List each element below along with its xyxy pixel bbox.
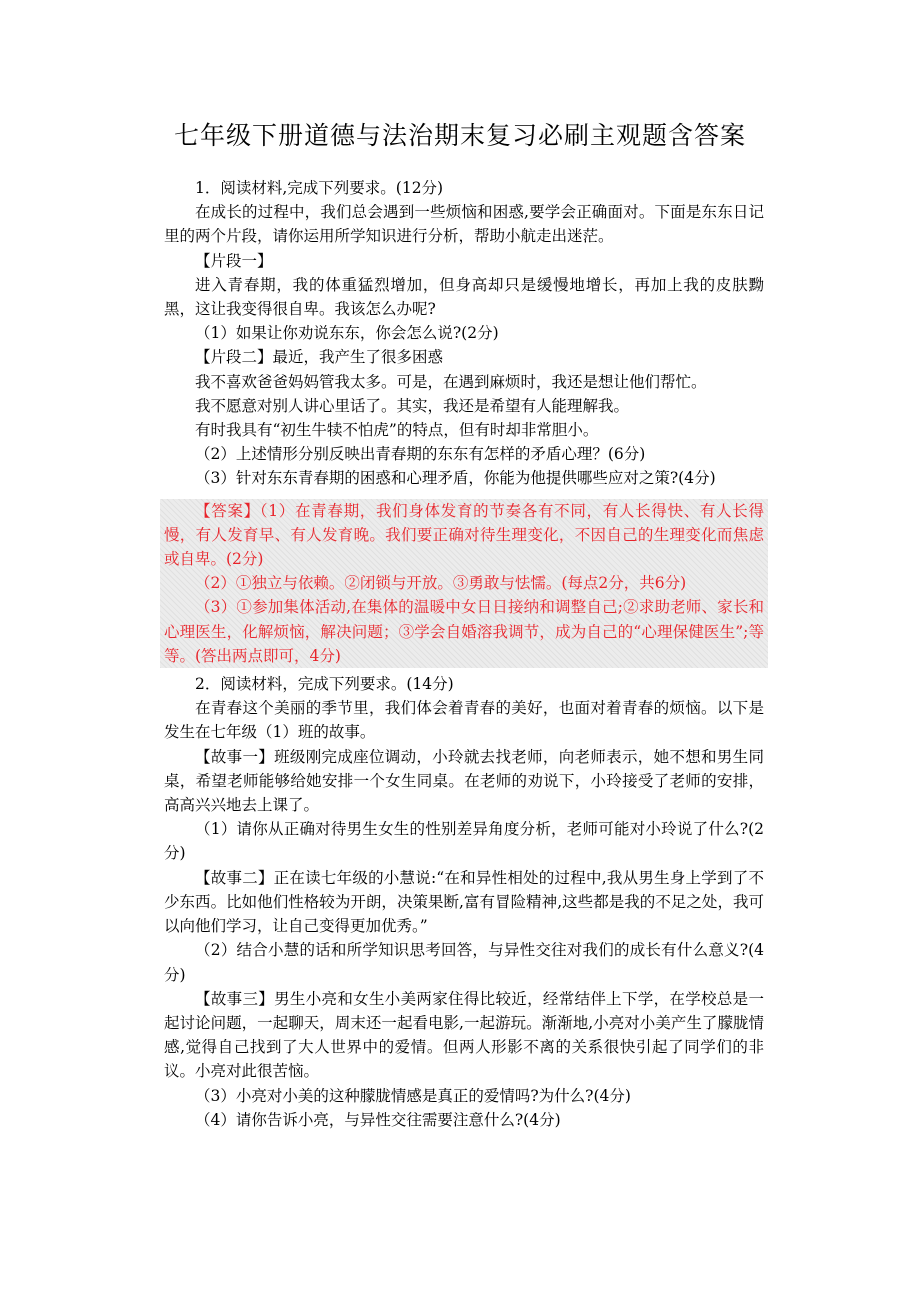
q1-segment2-line3: 有时我具有“初生牛犊不怕虎”的特点，但有时却非常胆小。 (195, 421, 599, 440)
q2-paragraph: 在青春这个美丽的季节里，我们体会着青春的美好，也面对着青春的烦恼。以下是发生在七年级（1）班的故事。 (164, 699, 764, 742)
q2-subquestion-3: （3）小亮对小美的这种朦胧情感是真正的爱情吗?为什么?(4分) (195, 1086, 631, 1105)
q1-segment1-label: 【片段一】 (195, 251, 273, 270)
q1-subquestion-2: （2）上述情形分别反映出青春期的东东有怎样的矛盾心理？(6分) (195, 445, 646, 464)
answer-3: （3）①参加集体活动,在集体的温暖中女日日接纳和调整自己;②求助老师、家长和心理医生，化解烦恼，解决问题；③学会自婚溶我调节，成为自己的“心理保健医生”;等等。(答出两点即可，4分) (164, 598, 764, 665)
q1-subquestion-3: （3）针对东东青春期的困惑和心理矛盾，你能为他提供哪些应对之策?(4分) (195, 469, 716, 488)
q2-intro: 2．阅读材料，完成下列要求。(14分) (195, 675, 454, 694)
q1-intro: 1．阅读材料,完成下列要求。(12分) (195, 179, 444, 197)
q1-segment2-label: 【片段二】最近，我产生了很多困惑 (195, 348, 444, 367)
q2-story-3: 【故事三】男生小亮和女生小美两家住得比较近，经常结伴上下学，在学校总是一起讨论问题，一起聊天，周末还一起看电影,一起游玩。渐渐地,小亮对小美产生了朦胧情感,觉得自己找到了大人世界中的爱情。但两人形影不离的关系很快引起了同学们的非议。小亮对此很苦恼。 (164, 989, 764, 1081)
document-body (164, 176, 764, 1132)
q1-segment2-line1: 我不喜欢爸爸妈妈管我太多。可是，在遇到麻烦时，我还是想让他们帮忙。 (195, 372, 707, 391)
q1-subquestion-1: （1）如果让你劝说东东，你会怎么说?(2分) (195, 324, 499, 343)
q1-segment2-line2: 我不愿意对别人讲心里话了。其实，我还是希望有人能理解我。 (195, 396, 630, 415)
q2-subquestion-2: （2）结合小慧的话和所学知识思考回答，与异性交往对我们的成长有什么意义?(4分) (164, 941, 764, 984)
q2-story-2: 【故事二】正在读七年级的小慧说:“在和异性相处的过程中,我从男生身上学到了不少东西。比如他们性格较为开朗，决策果断,富有冒险精神,这些都是我的不足之处，我可以向他们学习，让自己变得更加优秀。” (164, 868, 764, 936)
q1-segment1-text: 进入青春期，我的体重猛烈增加，但身高却只是缓慢地增长，再加上我的皮肤黝黑，这让我变得很自卑。我该怎么办呢? (164, 275, 764, 319)
answer-block (160, 499, 768, 668)
q2-subquestion-4: （4）请你告诉小亮，与异性交往需要注意什么?(4分) (195, 1110, 561, 1129)
q1-paragraph: 在成长的过程中，我们总会遇到一些烦恼和困惑,要学会正确面对。下面是东东日记里的两个片段，请你运用所学知识进行分析，帮助小航走出迷茫。 (164, 203, 764, 246)
answer-2: （2）①独立与依赖。②闭锁与开放。③勇敢与怯懦。(每点2分，共6分) (195, 574, 687, 593)
q2-subquestion-1: （1）请你从正确对待男生女生的性别差异角度分析，老师可能对小玲说了什么?(2分) (164, 820, 764, 863)
answer-1: 【答案】（1）在青春期，我们身体发育的节奏各有不同，有人长得快、有人长得慢，有人发育早、有人发育晚。我们要正确对待生理变化，不因自己的生理变化而焦虑或自卑。(2分) (164, 501, 764, 569)
page-title: 七年级下册道德与法治期末复习必刷主观题含答案 (173, 121, 746, 150)
q2-story-1: 【故事一】班级刚完成座位调动，小玲就去找老师，向老师表示，她不想和男生同桌，希望老师能够给她安排一个女生同桌。在老师的劝说下，小玲接受了老师的安排，高高兴兴地去上课了。 (164, 747, 764, 815)
